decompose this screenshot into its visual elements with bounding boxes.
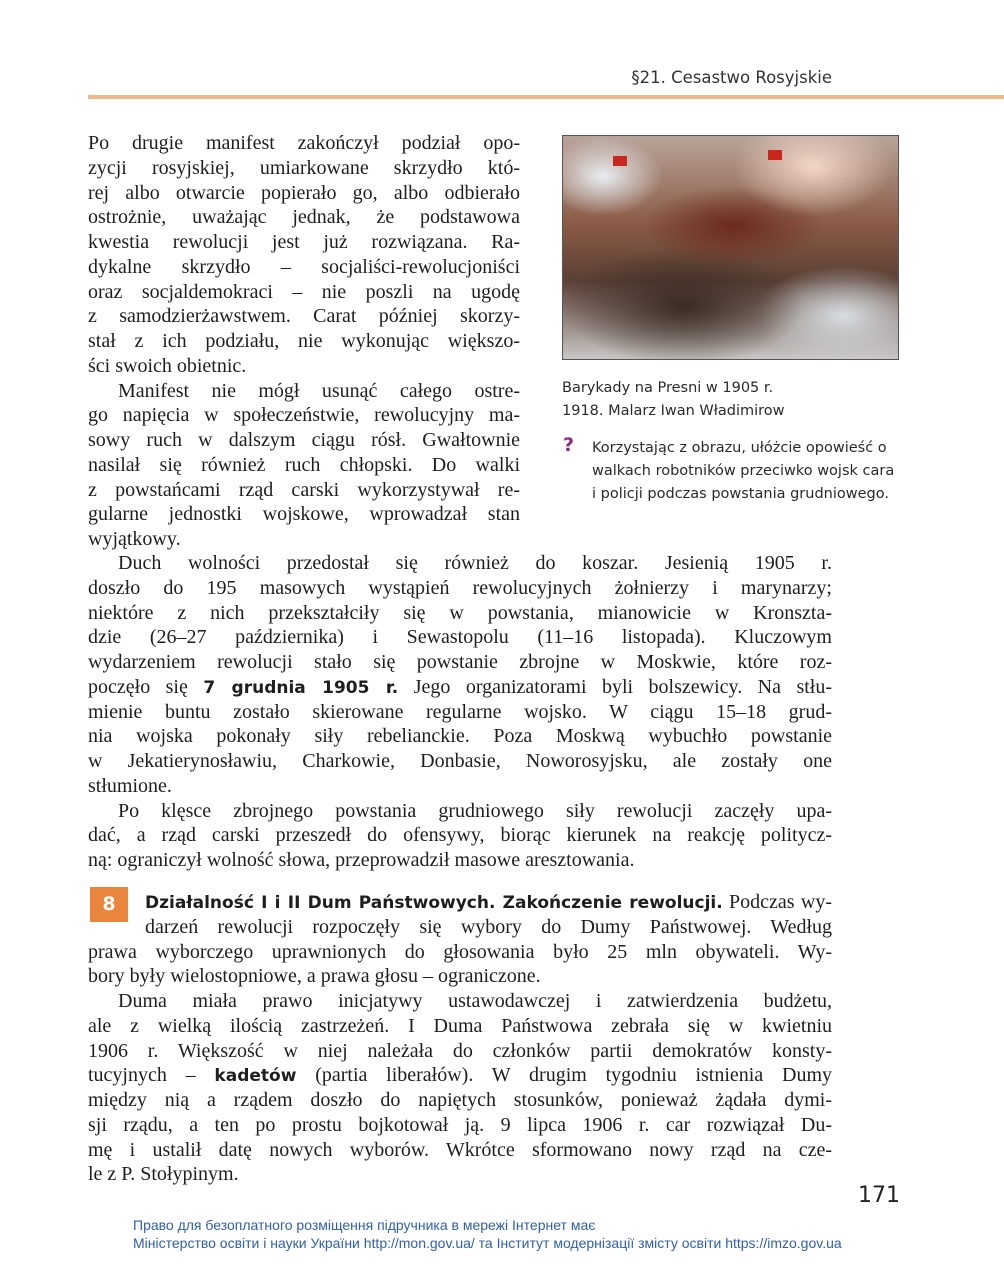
text-segment: tucyjnych – [88, 1064, 215, 1087]
text-line: między nią a rządem doszło do napiętych stosunków, ponieważ żądała dymi- [88, 1089, 832, 1111]
text-line: Manifest nie mógł usunąć całego ostre- [118, 379, 520, 402]
text-line: ną: ograniczył wolność słowa, przeprowadził masowe aresztowania. [88, 849, 635, 871]
text-line: wydarzeniem rewolucji stało się powstanie zbrojne w Moskwie, które roz- [88, 651, 832, 673]
section-title: §21. Cesastwo Rosyjskie [631, 68, 832, 87]
text-segment: Jego organizatorami byli bolszewicy. Na stłu- [398, 675, 833, 698]
text-line: go napięcia w społeczeństwie, rewolucyjny ma- [88, 404, 520, 427]
text-line: rej albo otwarcie popierało go, albo odbierało [88, 181, 520, 204]
text-line: ale z wielką ilością zastrzeżeń. I Duma Państwowa zebrała się w kwietniu [88, 1014, 832, 1037]
text-line: Duch wolności przedostał się również do koszar. Jesienią 1905 r. [118, 552, 832, 574]
text-segment: poczęło się [88, 675, 204, 698]
text-line: dykalne skrzydło – socjaliści-rewolucjoniści [88, 255, 520, 278]
painting-barricades [562, 135, 899, 360]
question-text: Korzystając z obrazu, ułóżcie opowieść o walkach robotników przeciwko wojsk cara i policji podczas powstania grudniowego. [592, 440, 895, 502]
text-line: niektóre z nich przekształciły się w powstania, mianowicie w Kronszta- [88, 601, 832, 624]
page-number: 171 [858, 1183, 900, 1208]
text-line: kwestia rewolucji jest już rozwiązana. Ra- [88, 231, 520, 253]
text-line: z powstańcami rząd carski wykorzystywał re- [88, 478, 520, 501]
text-line: nasilał się również ruch chłopski. Do walki [88, 453, 520, 476]
section-number-badge: 8 [90, 887, 128, 922]
text-line: stał z ich podziału, nie wykonując większo- [88, 330, 520, 352]
text-line [88, 1063, 832, 1087]
text-line: w Jekatierynosławiu, Charkowie, Donbasie, Noworosyjsku, ale zostały one [88, 750, 832, 772]
flag [768, 150, 782, 160]
figure-caption-line1: Barykady na Presni w 1905 r. [562, 380, 774, 396]
text-line: dać, a rząd carski przeszedł do ofensywy, biorąc kierunek na reakcję politycz- [88, 824, 832, 847]
bold-term: kadetów [214, 1066, 297, 1087]
text-line: zycji rosyjskiej, umiarkowane skrzydło któ- [88, 156, 520, 179]
bold-term: 7 grudnia 1905 r. [203, 677, 399, 698]
text-line: oraz socjaldemokraci – nie poszli na ugodę [88, 280, 520, 303]
text-line [145, 890, 832, 914]
figure-caption-line2: 1918. Malarz Iwan Władimirow [562, 403, 785, 419]
text-line: Po drugie manifest zakończył podział opo- [88, 132, 520, 154]
text-line: mienie buntu zostało skierowane regularne wojsko. W ciągu 15–18 grud- [88, 700, 832, 723]
text-line: darzeń rewolucji rozpoczęły się wybory do Dumy Państwowej. Według [145, 915, 832, 938]
text-line: Duma miała prawo inicjatywy ustawodawczej i zatwierdzenia budżetu, [118, 990, 832, 1012]
text-line: dzie (26–27 października) i Sewastopolu (11–16 listopada). Kluczowym [88, 626, 832, 649]
text-line: doszło do 195 masowych wystąpień rewolucyjnych żołnierzy i marynarzy; [88, 576, 832, 599]
text-line: prawa wyborczego uprawnionych do głosowania było 25 mln obywateli. Wy- [88, 940, 832, 963]
text-line: stłumione. [88, 774, 172, 797]
question-icon: ? [563, 434, 575, 456]
text-line: bory były wielostopniowe, a prawa głosu – ograniczone. [88, 965, 541, 988]
text-line: 1906 r. Większość w niej należała do członków partii demokratów konsty- [88, 1039, 832, 1062]
text-line: nia wojska pokonały siły rebelianckie. Poza Moskwą wybuchło powstanie [88, 725, 832, 748]
text-line: sowy ruch w dalszym ciągu rósł. Gwałtownie [88, 429, 520, 451]
flag [613, 156, 627, 166]
header-divider [88, 95, 1004, 99]
text-line: ści swoich obietnic. [88, 354, 247, 377]
text-segment: (partia liberałów). W drugim tygodniu istnienia Dumy [296, 1064, 832, 1087]
footer-line1: Право для безоплатного розміщення підручника в мережі Інтернет має [133, 1217, 596, 1233]
text-line: le z P. Stołypinym. [88, 1163, 239, 1186]
text-line: wyjątkowy. [88, 528, 181, 550]
text-line [88, 675, 832, 699]
text-line: z samodzierżawstwem. Carat później skorzy- [88, 305, 520, 328]
text-line: Po klęsce zbrojnego powstania grudniowego siły rewolucji zaczęły upa- [118, 799, 832, 822]
text-line: gularne jednostki wojskowe, wprowadzał stan [88, 503, 520, 526]
text-segment: Podczas wy- [722, 891, 832, 913]
footer-line2: Міністерство освіти і науки України http://mon.gov.ua/ та Інститут модернізації змісту освіти https://imzo.gov.ua [133, 1235, 842, 1251]
text-line: mę i ustalił datę nowych wyborów. Wkrótce sformowano nowy rząd na cze- [88, 1138, 832, 1161]
text-line: ostrożnie, uważając jednak, że podstawowa [88, 206, 520, 229]
bold-term: Działalność I i II Dum Państwowych. Zakończenie rewolucji. [145, 893, 723, 913]
text-line: sji rządu, a ten po prostu bojkotował ją. 9 lipca 1906 r. car rozwiązał Du- [88, 1113, 832, 1136]
